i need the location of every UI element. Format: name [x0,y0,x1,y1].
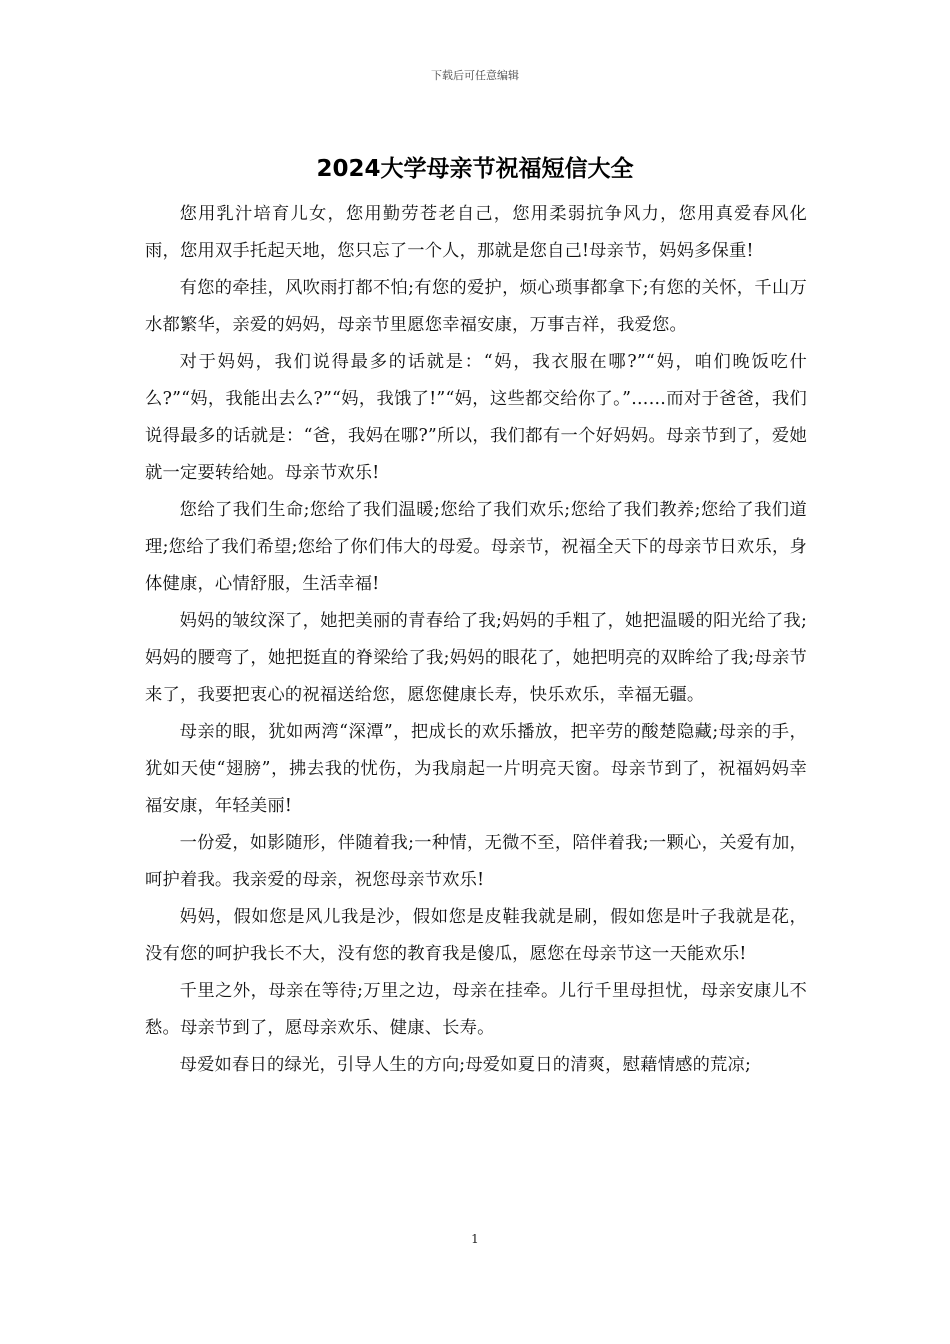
paragraph: 妈妈的皱纹深了，她把美丽的青春给了我;妈妈的手粗了，她把温暖的阳光给了我;妈妈的腰弯了，她把挺直的脊梁给了我;妈妈的眼花了，她把明亮的双眸给了我;母亲节来了，我要把衷心的祝福送给您，愿您健康长寿，快乐欢乐，幸福无疆。 [145,611,807,705]
paragraph: 母爱如春日的绿光，引导人生的方向;母爱如夏日的清爽，慰藉情感的荒凉; [179,1055,752,1075]
document-title: 2024大学母亲节祝福短信大全 [316,156,634,182]
page-number: 1 [471,1232,479,1246]
paragraph: 您给了我们生命;您给了我们温暖;您给了我们欢乐;您给了我们教养;您给了我们道理;您给了我们希望;您给了你们伟大的母爱。母亲节，祝福全天下的母亲节日欢乐，身体健康，心情舒服，生活幸福! [145,500,807,594]
page-header-note: 下载后可任意编辑 [431,69,519,82]
paragraph: 千里之外，母亲在等待;万里之边，母亲在挂牵。儿行千里母担忧，母亲安康儿不愁。母亲节到了，愿母亲欢乐、健康、长寿。 [145,981,807,1038]
paragraph: 对于妈妈，我们说得最多的话就是：“妈，我衣服在哪?”“妈，咱们晚饭吃什么?”“妈，我能出去么?”“妈，我饿了!”“妈，这些都交给你了。”……而对于爸爸，我们说得最多的话就是：“爸，我妈在哪?”所以，我们都有一个好妈妈。母亲节到了，爱她就一定要转给她。母亲节欢乐! [145,352,807,483]
paragraph: 您用乳汁培育儿女，您用勤劳苍老自己，您用柔弱抗争风力，您用真爱春风化雨，您用双手托起天地，您只忘了一个人，那就是您自己!母亲节，妈妈多保重! [145,204,807,261]
paragraph: 一份爱，如影随形，伴随着我;一种情，无微不至，陪伴着我;一颗心，关爱有加，呵护着我。我亲爱的母亲，祝您母亲节欢乐! [145,833,807,890]
paragraph: 母亲的眼，犹如两湾“深潭”，把成长的欢乐播放，把辛劳的酸楚隐藏;母亲的手，犹如天使“翅膀”，拂去我的忧伤，为我扇起一片明亮天窗。母亲节到了，祝福妈妈幸福安康，年轻美丽! [145,722,807,816]
paragraph: 妈妈，假如您是风儿我是沙，假如您是皮鞋我就是刷，假如您是叶子我就是花，没有您的呵护我长不大，没有您的教育我是傻瓜，愿您在母亲节这一天能欢乐! [145,907,807,964]
paragraph: 有您的牵挂，风吹雨打都不怕;有您的爱护，烦心琐事都拿下;有您的关怀，千山万水都繁华，亲爱的妈妈，母亲节里愿您幸福安康，万事吉祥，我爱您。 [145,278,807,335]
document-body [145,196,807,1084]
